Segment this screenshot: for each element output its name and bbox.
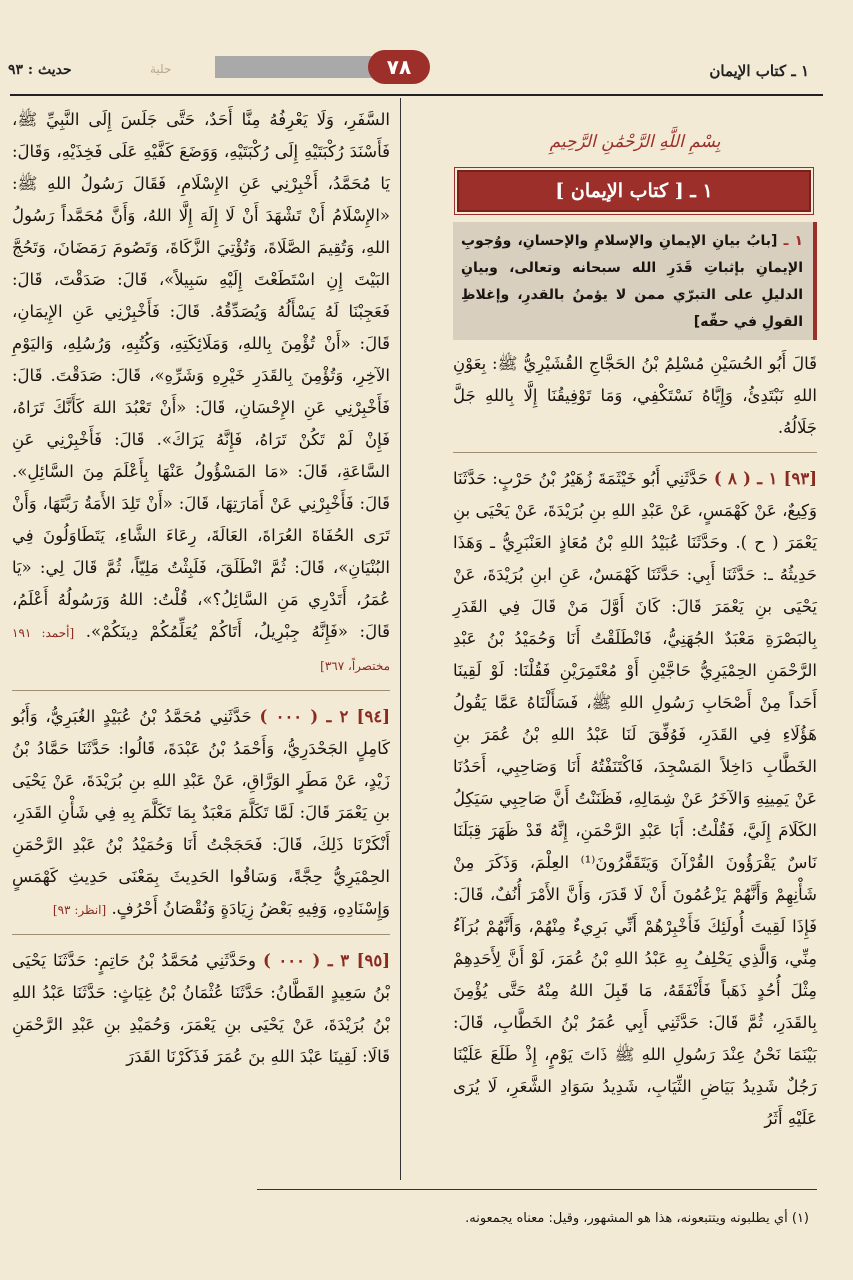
hadith-number: [٩٣] ١ ـ ( ٨ ) xyxy=(713,469,817,488)
chapter-heading: [بابُ بيانِ الإيمانِ والإسلامِ والإحسانِ، ووُجوبِ الإيمانِ بإثباتِ قَدَرِ الله سبحانه وتعالى، وبيانِ الدليلِ على التبرّي ممن لا يؤمنُ بالقدرِ، وإغلاظِ القولِ في حقّه] xyxy=(461,233,803,330)
running-hadith-ref: حديث : ٩٣ xyxy=(8,62,72,78)
hadith-95 xyxy=(12,945,390,1073)
header-rule xyxy=(10,94,823,96)
book-title-banner: ١ ـ [ كتاب الإيمان ] xyxy=(457,170,811,212)
chapter-number: ١ ـ xyxy=(783,233,803,249)
separator xyxy=(12,690,390,691)
footnote: (١) أي يطلبونه ويتتبعونه، هذا هو المشهور، وقيل: معناه يجمعونه. xyxy=(465,1211,809,1226)
separator xyxy=(453,452,817,453)
hadith-number: [٩٤] ٢ ـ ( ٠٠٠ ) xyxy=(259,707,391,726)
running-chapter-title: ١ ـ كتاب الإيمان xyxy=(709,62,809,80)
hadith-93-continued xyxy=(12,104,390,682)
page-number: ٧٨ xyxy=(368,50,430,84)
column-divider xyxy=(400,98,401,1180)
hadith-text: حَدَّثَنِي أَبُو خَيْثَمَةَ زُهَيْرُ بْنُ حَرْبٍ: حَدَّثَنَا وَكِيعٌ، عَنْ كَهْمَسٍ، عَنْ عَبْدِ اللهِ بنِ بُرَيْدَةَ، عَنْ يَحْيَى بنِ يَعْمَرَ ( ح ). وحَدَّثَنَا عُبَيْدُ اللهِ بْنُ مُعَاذٍ العَنْبَرِيُّ ـ وَهَذَا حَدِيثُهُ ـ: حَدَّثَنَا أَبِي: حَدَّثَنَا كَهْمَسٌ، عَنِ ابنِ بُرَيْدَةَ، عَنْ يَحْيَى بنِ يَعْمَرَ قَالَ: كَانَ أَوَّلَ مَنْ قَالَ فِي القَدَرِ بِالبَصْرَةِ مَعْبَدٌ الجُهَنِيُّ، فَانْطَلَقْتُ أَنَا وَحُمَيْدُ بْنُ عَبْدِ الرَّحْمَنِ الحِمْيَرِيُّ حَاجَّيْنِ أَوْ مُعْتَمِرَيْنِ فَقُلْنَا: لَوْ لَقِينَا أَحَداً مِنْ أَصْحَابِ رَسُولِ اللهِ ﷺ، فَسَأَلْنَاهُ عَمَّا يَقُولُ هَؤُلَاءِ فِي القَدَرِ، فَوُفِّقَ لَنَا عَبْدُ اللهِ بْنُ عُمَرَ بنِ الخَطَّابِ دَاخِلاً المَسْجِدَ، فَاكْتَنَفْتُهُ أَنَا وَصَاحِبِي، أَحَدُنَا عَنْ يَمِينِهِ وَالآخَرُ عَنْ شِمَالِهِ، فَظَنَنْتُ أَنَّ صَاحِبِي سَيَكِلُ الكَلَامَ إِلَيَّ، فَقُلْتُ: أَبَا عَبْدِ الرَّحْمَنِ، إِنَّهُ قَدْ ظَهَرَ قِبَلَنَا نَاسٌ يَقْرَؤُونَ القُرْآنَ وَيَتَقَفَّرُونَ⁽¹⁾ العِلْمَ، وَذَكَرَ مِنْ شَأْنِهِمْ وَأَنَّهُمْ يَزْعُمُونَ أَنْ لَا قَدَرَ، وَأَنَّ الأَمْرَ أُنُفٌ، قَالَ: فَإِذَا لَقِيتَ أُولَئِكَ فَأَخْبِرْهُمْ أَنِّي بَرِيءٌ مِنْهُمْ، وَأَنَّهُمْ بُرَآءُ مِنِّي، وَالَّذِي يَحْلِفُ بِهِ عَبْدُ اللهِ بْنُ عُمَرَ، لَوْ أَنَّ لِأَحَدِهِمْ مِثْلَ أُحُدٍ ذَهَباً فَأَنْفَقَهُ، مَا قَبِلَ اللهُ مِنْهُ حَتَّى يُؤْمِنَ بِالقَدَرِ، ثُمَّ قَالَ: حَدَّثَنِي أَبِي عُمَرُ بْنُ الخَطَّابِ، قَالَ: بَيْنَمَا نَحْنُ عِنْدَ رَسُولِ اللهِ ﷺ ذَاتَ يَوْمٍ، إِذْ طَلَعَ عَلَيْنَا رَجُلٌ شَدِيدُ بَيَاضِ الثِّيَابِ، شَدِيدُ سَوَادِ الشَّعَرِ، لَا يُرَى عَلَيْهِ أَثَرُ xyxy=(453,469,817,1128)
hadith-94 xyxy=(12,701,390,926)
basmala: بِسْمِ اللَّهِ الرَّحْمَٰنِ الرَّحِيمِ xyxy=(549,132,721,152)
header-decor-bar xyxy=(240,56,360,78)
intro-paragraph: قَالَ أَبُو الحُسَيْنِ مُسْلِمُ بْنُ الحَجَّاجِ القُشَيْرِيُّ ﷺ: بِعَوْنِ اللهِ نَبْتَدِئُ، وَإِيَّاهُ نَسْتَكْفِي، وَمَا تَوْفِيقُنَا إِلَّا بِاللهِ جَلَّ جَلَالُهُ. xyxy=(453,354,817,437)
hadith-text: السَّفَرِ، وَلَا يَعْرِفُهُ مِنَّا أَحَدٌ، حَتَّى جَلَسَ إِلَى النَّبِيِّ ﷺ، فَأَسْنَدَ رُكْبَتَيْهِ إِلَى رُكْبَتَيْهِ، وَوَضَعَ كَفَّيْهِ عَلَى فَخِذَيْهِ، وَقَالَ: يَا مُحَمَّدُ، أَخْبِرْنِي عَنِ الإِسْلَامِ، فَقَالَ رَسُولُ اللهِ ﷺ: «الإِسْلَامُ أَنْ تَشْهَدَ أَنْ لَا إِلَهَ إِلَّا اللهُ، وَأَنَّ مُحَمَّداً رَسُولُ اللهِ، وَتُقِيمَ الصَّلَاةَ، وَتُؤْتِيَ الزَّكَاةَ، وَتَصُومَ رَمَضَانَ، وَتَحُجَّ البَيْتَ إِنِ اسْتَطَعْتَ إِلَيْهِ سَبِيلاً»، قَالَ: صَدَقْتَ، قَالَ: فَعَجِبْنَا لَهُ يَسْأَلُهُ وَيُصَدِّقُهُ. قَالَ: فَأَخْبِرْنِي عَنِ الإِيمَانِ، قَالَ: «أَنْ تُؤْمِنَ بِاللهِ، وَمَلَائِكَتِهِ، وَكُتُبِهِ، وَرُسُلِهِ، وَاليَوْمِ الآخِرِ، وَتُؤْمِنَ بِالقَدَرِ خَيْرِهِ وَشَرِّهِ»، قَالَ: صَدَقْتَ. قَالَ: فَأَخْبِرْنِي عَنِ الإِحْسَانِ، قَالَ: «أَنْ تَعْبُدَ اللهَ كَأَنَّكَ تَرَاهُ، فَإِنْ لَمْ تَكُنْ تَرَاهُ، فَإِنَّهُ يَرَاكَ». قَالَ: فَأَخْبِرْنِي عَنِ السَّاعَةِ، قَالَ: «مَا المَسْؤُولُ عَنْهَا بِأَعْلَمَ مِنَ السَّائِلِ». قَالَ: فَأَخْبِرْنِي عَنْ أَمَارَتِهَا، قَالَ: «أَنْ تَلِدَ الأَمَةُ رَبَّتَهَا، وَأَنْ تَرَى الحُفَاةَ العُرَاةَ، العَالَةَ، رِعَاءَ الشَّاءِ، يَتَطَاوَلُونَ فِي البُنْيَانِ»، قَالَ: ثُمَّ انْطَلَقَ، فَلَبِثْتُ مَلِيّاً، ثُمَّ قَالَ لِي: «يَا عُمَرُ، أَتَدْرِي مَنِ السَّائِلُ؟»، قُلْتُ: اللهُ وَرَسُولُهُ أَعْلَمُ، قَالَ: «فَإِنَّهُ جِبْرِيلُ، أَتَاكُمْ يُعَلِّمُكُمْ دِينَكُمْ». xyxy=(12,110,391,641)
hadith-text: وحَدَّثَنِي مُحَمَّدُ بْنُ حَاتِمٍ: حَدَّثَنَا يَحْيَى بْنُ سَعِيدٍ القَطَّانُ: حَدَّثَنَا عُثْمَانُ بْنُ غِيَاثٍ: حَدَّثَنَا عَبْدُ اللهِ بْنُ بُرَيْدَةَ، عَنْ يَحْيَى بنِ يَعْمَرَ، وَحُمَيْدِ بنِ عَبْدِ الرَّحْمَنِ قَالَا: لَقِينَا عَبْدَ اللهِ بنَ عُمَرَ فَذَكَرْنَا القَدَرَ xyxy=(12,951,390,1066)
hadith-93 xyxy=(453,463,817,1135)
faint-bleed-text: حلية xyxy=(150,62,172,76)
separator xyxy=(12,934,390,935)
footnote-rule xyxy=(257,1189,817,1190)
page-header xyxy=(0,48,853,88)
hadith-number: [٩٥] ٣ ـ ( ٠٠٠ ) xyxy=(263,951,391,970)
hadith-text: حَدَّثَنِي مُحَمَّدُ بْنُ عُبَيْدٍ الغُبَرِيُّ، وَأَبُو كَامِلٍ الجَحْدَرِيُّ، وَأَحْمَدُ بْنُ عَبْدَةَ، قَالُوا: حَدَّثَنَا حَمَّادُ بْنُ زَيْدٍ، عَنْ مَطَرٍ الوَرَّاقِ، عَنْ عَبْدِ اللهِ بنِ بُرَيْدَةَ، عَنْ يَحْيَى بنِ يَعْمَرَ قَالَ: لَمَّا تَكَلَّمَ مَعْبَدٌ بِمَا تَكَلَّمَ بِهِ فِي شَأْنِ القَدَرِ، أَنْكَرْنَا ذَلِكَ، قَالَ: فَحَجَجْتُ أَنَا وَحُمَيْدُ بْنُ عَبْدِ الرَّحْمَنِ الحِمْيَرِيُّ حِجَّةً، وَسَاقُوا الحَدِيثَ بِمَعْنَى حَدِيثِ كَهْمَسٍ وَإِسْنَادِهِ، وَفِيهِ بَعْضُ زِيَادَةٍ وَنُقْصَانُ أَحْرُفٍ. xyxy=(12,707,390,918)
left-column xyxy=(12,104,390,1073)
chapter-heading-box xyxy=(453,222,817,340)
cross-reference: [أحمد: ١٩١ مختصراً، ٣٦٧] xyxy=(12,626,390,673)
cross-reference: [انظر: ٩٣] xyxy=(52,903,107,917)
right-column xyxy=(453,104,817,1135)
